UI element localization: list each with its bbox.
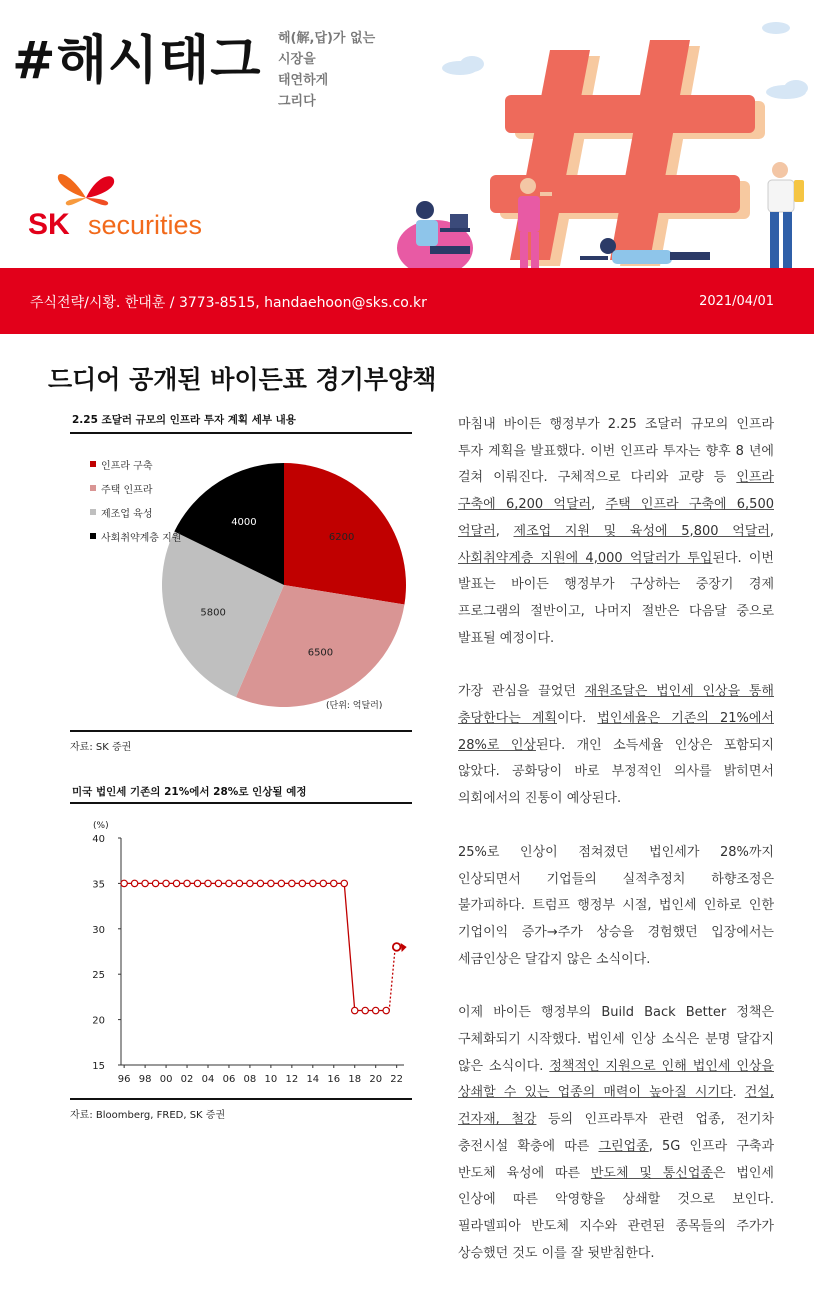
unit-note: (단위: 억달러) [326, 701, 383, 711]
x-tick-label: 16 [327, 1074, 341, 1085]
legend-item [90, 524, 181, 548]
text-run: 등의 인프라투자 관련 업종, 전기차 충전시설 확충에 따른 [458, 1112, 774, 1154]
tagline-line: 해(解,답)가 없는 [278, 31, 376, 46]
data-point [352, 1007, 358, 1013]
underlined-text: 정책적인 지원으로 인해 법인세 인상을 상쇄할 수 있는 업종의 매력이 높아질 시기다 [458, 1058, 774, 1101]
x-tick-label: 22 [390, 1074, 404, 1085]
brand-title: #해시태그 [12, 31, 262, 91]
legend-label: 주택 인프라 [101, 484, 153, 496]
data-point [373, 1007, 379, 1013]
figure-title: 2.25 조달러 규모의 인프라 투자 계획 세부 내용 [72, 414, 296, 426]
data-point [205, 880, 211, 886]
data-point [173, 880, 179, 886]
text-run: 된다. 개인 소득세율 인상은 포함되지 않았다. 공화당이 바로 부정적인 의사를 밝히면서 의회에서의 진통이 예상된다. [458, 737, 774, 807]
underlined-text: 건설, 건자재, 철강 [458, 1085, 774, 1128]
text-run: , [495, 523, 514, 539]
pie-data-label: 5800 [200, 607, 226, 619]
data-point [383, 1007, 389, 1013]
text-run: 가장 관심을 끌었던 [458, 684, 585, 700]
person-standing-icon [768, 162, 804, 268]
data-point [194, 880, 200, 886]
underlined-text: 주택 인프라 구축에 6,500 억달러 [458, 497, 774, 539]
series-line [124, 883, 386, 1010]
page-title: 드디어 공개된 바이든표 경기부양책 [48, 365, 437, 394]
figure-source: 자료: SK 증권 [70, 742, 132, 753]
body-paragraph [458, 679, 774, 813]
chart-legend [90, 452, 181, 548]
y-tick-label: 25 [92, 970, 105, 982]
legend-swatch [90, 533, 96, 539]
data-point [278, 880, 284, 886]
text-run: 이제 바이든 행정부의 Build Back Better 정책은 구체화되기 시작했다. 법인세 인상 소식은 분명 달갑지 않은 소식이다. [458, 1005, 774, 1074]
text-run: , [591, 497, 606, 513]
legend-item [90, 500, 181, 524]
body-paragraph [458, 840, 774, 974]
legend-label: 인프라 구축 [101, 460, 153, 472]
text-run: . [732, 1085, 745, 1101]
text-run: 이다. [557, 711, 598, 727]
x-tick-label: 04 [201, 1074, 215, 1085]
header-banner [0, 0, 814, 268]
underlined-text: 사회취약계층 지원에 4,000 억달러가 투입 [458, 550, 713, 566]
data-point [299, 880, 305, 886]
logo-sk-text: SK [28, 208, 70, 241]
text-run: 25%로 인상이 점쳐졌던 법인세가 28%까지 인상되면서 기업들의 실적추정치 하향조정은 불가피하다. 트럼프 행정부 시절, 법인세 인하로 인한 기업이익 증가→주가 상승을 경험했던 입장에서는 세금인상은 달갑지 않은 소식이다. [458, 844, 774, 967]
legend-item [90, 452, 181, 476]
chart-axis [121, 838, 404, 1065]
author-info: 주식전략/시황. 한대훈 / 3773-8515, handaehoon@sks.co.kr [30, 295, 427, 311]
text-run: 마침내 바이든 행정부가 2.25 조달러 규모의 인프라 투자 계획을 발표했다. 이번 인프라 투자는 향후 8 년에 걸쳐 이뤄진다. 구체적으로 다리와 교량 등 [458, 417, 774, 486]
author-bar [0, 268, 814, 334]
article-body [458, 412, 774, 1294]
data-point [247, 880, 253, 886]
body-paragraph [458, 1000, 774, 1267]
y-tick-label: 20 [92, 1015, 105, 1027]
pie-chart [70, 436, 412, 726]
text-run: 된다. 이번 발표는 바이든 행정부가 구상하는 중장기 경제 프로그램의 절반이고, 나머지 절반은 다음달 중으로 발표될 예정이다. [458, 550, 774, 646]
report-date: 2021/04/01 [699, 294, 774, 309]
data-point [163, 880, 169, 886]
data-point [152, 880, 158, 886]
legend-swatch [90, 485, 96, 491]
data-point [331, 880, 337, 886]
sk-securities-logo [28, 168, 228, 241]
data-point [142, 880, 148, 886]
body-paragraph [458, 412, 774, 652]
y-tick-label: 40 [92, 834, 105, 845]
line-svg [70, 810, 412, 1098]
divider [70, 802, 412, 804]
data-point [184, 880, 190, 886]
data-point [289, 880, 295, 886]
pie-data-label: 4000 [231, 516, 257, 528]
tagline-line: 태연하게 [278, 73, 329, 88]
y-tick-label: 15 [92, 1061, 105, 1072]
legend-item [90, 476, 181, 500]
underlined-text: 인프라 구축에 6,200 억달러 [458, 470, 774, 513]
data-point [226, 880, 232, 886]
pie-data-label: 6500 [307, 647, 334, 659]
underlined-text: 그린업종 [598, 1138, 649, 1154]
text-run: 은 법인세 인상에 따른 악영향을 상쇄할 것으로 보인다. 필라델피아 반도체 지수와 관련된 종목들의 주가가 상승했던 것도 이를 잘 뒷받침한다. [458, 1165, 774, 1261]
logo-securities-text: securities [88, 210, 203, 240]
data-point [131, 880, 137, 886]
x-tick-label: 00 [159, 1074, 173, 1085]
legend-label: 사회취약계층 지원 [101, 532, 182, 544]
x-tick-label: 02 [180, 1074, 194, 1085]
person-sitting-icon [397, 201, 473, 268]
legend-swatch [90, 461, 96, 467]
x-tick-label: 06 [222, 1074, 236, 1085]
tagline-line: 시장을 [278, 52, 316, 67]
x-tick-label: 14 [306, 1074, 320, 1085]
data-point [268, 880, 274, 886]
divider [70, 730, 412, 732]
projection-line [389, 953, 394, 1011]
x-tick-label: 20 [369, 1074, 383, 1085]
tagline [278, 28, 375, 112]
divider [70, 1098, 412, 1100]
x-tick-label: 08 [243, 1074, 257, 1085]
line-chart [70, 810, 412, 1098]
x-tick-label: 18 [348, 1074, 362, 1085]
arrow-icon [401, 943, 407, 952]
underlined-text: 재원조달은 법인세 인상을 통해 충당한다는 계획 [458, 684, 774, 727]
divider [70, 432, 412, 434]
data-point [341, 880, 347, 886]
y-tick-label: 30 [92, 924, 105, 936]
data-point [236, 880, 242, 886]
x-tick-label: 12 [285, 1074, 299, 1085]
tagline-line: 그리다 [278, 94, 316, 109]
y-tick-label: 35 [92, 879, 105, 891]
figure-title: 미국 법인세 기존의 21%에서 28%로 인상될 예정 [72, 786, 307, 798]
x-tick-label: 98 [138, 1074, 152, 1085]
underlined-text: 제조업 지원 및 육성에 5,800 억달러 [513, 523, 770, 539]
x-tick-label: 10 [264, 1074, 278, 1085]
text-run: , [769, 523, 775, 539]
underlined-text: 반도체 및 통신업종 [590, 1165, 713, 1181]
data-point [257, 880, 263, 886]
cloud-icon [442, 22, 808, 99]
x-tick-label: 96 [117, 1074, 131, 1085]
y-axis-unit: (%) [93, 821, 109, 831]
data-point [362, 1007, 368, 1013]
text-run: , 5G 인프라 구축과 반도체 육성에 따른 [458, 1138, 774, 1181]
projection-point [393, 943, 401, 951]
hashtag-illustration [380, 10, 814, 268]
figure-source: 자료: Bloomberg, FRED, SK 증권 [70, 1110, 226, 1121]
data-point [121, 880, 127, 886]
data-point [215, 880, 221, 886]
underlined-text: 법인세율은 기존의 21%에서 28%로 인상 [458, 711, 774, 753]
legend-label: 제조업 육성 [101, 508, 153, 520]
data-point [320, 880, 326, 886]
legend-swatch [90, 509, 96, 515]
pie-data-label: 6200 [328, 531, 355, 543]
data-point [310, 880, 316, 886]
sk-butterfly-icon [56, 168, 116, 210]
